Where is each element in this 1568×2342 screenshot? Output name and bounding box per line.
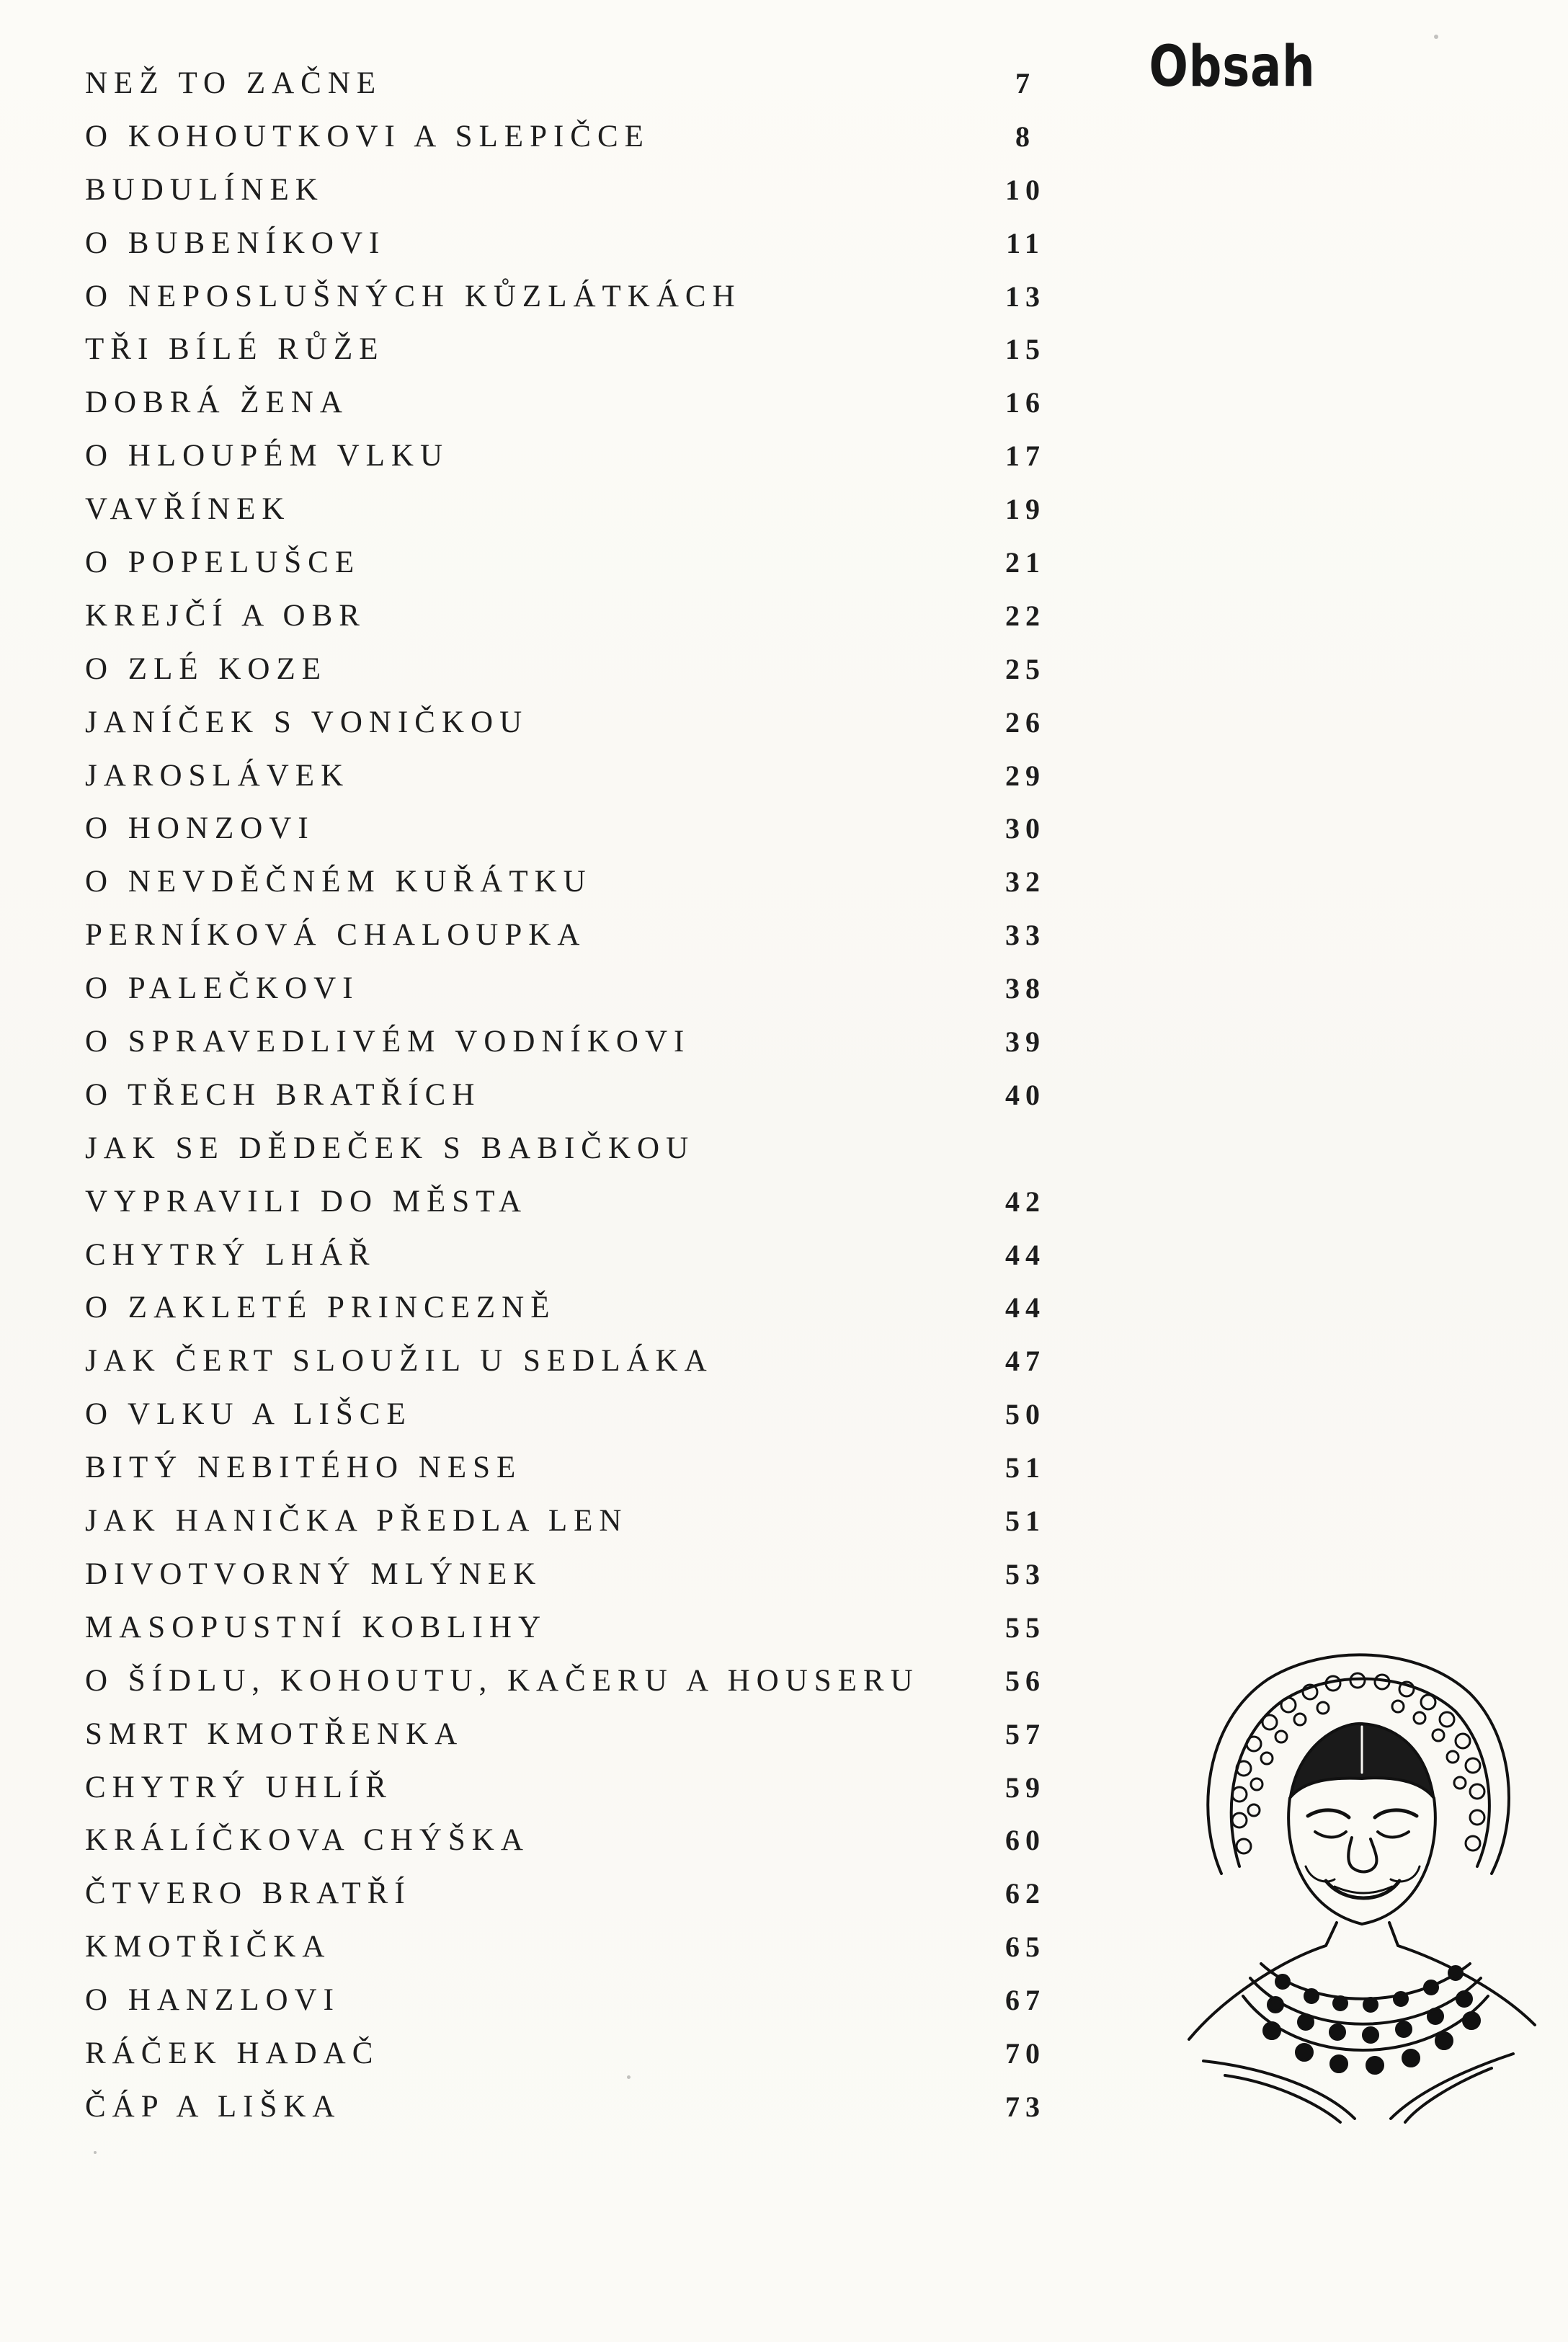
toc-entry-page-number: 50 xyxy=(1005,1398,1046,1431)
toc-entry[interactable] xyxy=(85,698,1046,752)
toc-entry[interactable] xyxy=(85,1071,1046,1124)
toc-entry[interactable] xyxy=(85,1603,1046,1657)
toc-entry-page-number: 53 xyxy=(1005,1557,1046,1590)
toc-entry-page-number: 19 xyxy=(1005,493,1046,526)
woman-in-bonnet-illustration xyxy=(1182,1636,1542,2126)
toc-entry-title: O NEPOSLUŠNÝCH KŮZLÁTKÁCH xyxy=(85,279,741,313)
toc-entry-title: ČÁP A LIŠKA xyxy=(85,2089,342,2124)
toc-entry[interactable] xyxy=(85,1283,1046,1337)
toc-entry[interactable] xyxy=(85,1976,1046,2029)
toc-entry-page-number: 62 xyxy=(1005,1877,1046,1910)
toc-entry[interactable] xyxy=(85,964,1046,1018)
toc-entry[interactable] xyxy=(85,1550,1046,1603)
toc-entry-page-number: 44 xyxy=(1005,1238,1046,1271)
toc-entry-title: O KOHOUTKOVI A SLEPIČCE xyxy=(85,119,650,153)
table-of-contents xyxy=(85,59,1046,2136)
toc-entry[interactable] xyxy=(85,1923,1046,1976)
toc-entry-page-number: 39 xyxy=(1005,1025,1046,1059)
toc-entry-title: DOBRÁ ŽENA xyxy=(85,386,349,420)
toc-entry[interactable] xyxy=(85,325,1046,378)
toc-entry-title: TŘI BÍLÉ RŮŽE xyxy=(85,332,385,367)
toc-entry-title: JAK HANIČKA PŘEDLA LEN xyxy=(85,1504,628,1539)
toc-entry[interactable] xyxy=(85,219,1045,272)
toc-entry-title: CHYTRÝ UHLÍŘ xyxy=(85,1770,393,1804)
toc-entry-page-number: 57 xyxy=(1005,1717,1046,1750)
toc-entry-title: MASOPUSTNÍ KOBLIHY xyxy=(85,1610,548,1644)
toc-entry-title: O HLOUPÉM VLKU xyxy=(85,439,450,473)
toc-entry-title: O PALEČKOVI xyxy=(85,971,360,1006)
toc-entry-title: DIVOTVORNÝ MLÝNEK xyxy=(85,1557,543,1591)
toc-entry-page-number: 55 xyxy=(1005,1611,1046,1644)
toc-entry[interactable] xyxy=(85,1869,1046,1923)
toc-entry-title: O HANZLOVI xyxy=(85,1983,340,2018)
toc-entry-page-number: 44 xyxy=(1005,1291,1046,1324)
bead-necklaces xyxy=(1243,1964,1488,2073)
toc-entry-page-number: 26 xyxy=(1005,705,1046,739)
toc-entry-page-number: 7 xyxy=(1015,67,1035,99)
toc-entry[interactable] xyxy=(85,911,1046,964)
toc-entry[interactable] xyxy=(85,538,1046,592)
toc-entry-page-number: 73 xyxy=(1005,2090,1046,2123)
toc-entry-page-number: 67 xyxy=(1005,1984,1046,2017)
scan-speck xyxy=(94,2151,97,2154)
toc-entry[interactable] xyxy=(85,1177,1046,1231)
toc-entry[interactable] xyxy=(85,2029,1046,2083)
toc-entry-page-number: 51 xyxy=(1005,1451,1046,1484)
shoulders xyxy=(1189,1923,1337,2039)
toc-entry-title: BUDULÍNEK xyxy=(85,172,324,207)
toc-entry[interactable] xyxy=(85,59,1035,112)
toc-entry-page-number: 32 xyxy=(1005,865,1046,899)
toc-entry-page-number: 21 xyxy=(1005,546,1046,579)
toc-entry[interactable] xyxy=(85,1124,1022,1177)
toc-entry-page-number: 51 xyxy=(1005,1505,1046,1538)
toc-entry[interactable] xyxy=(85,378,1046,432)
toc-entry-page-number: 56 xyxy=(1005,1664,1046,1697)
toc-entry[interactable] xyxy=(85,1337,1046,1390)
toc-entry[interactable] xyxy=(85,1816,1046,1869)
toc-entry-title: O TŘECH BRATŘÍCH xyxy=(85,1077,481,1112)
toc-entry-page-number: 13 xyxy=(1005,280,1046,313)
toc-entry-page-number: 65 xyxy=(1005,1931,1046,1964)
toc-entry-title: O ZAKLETÉ PRINCEZNĚ xyxy=(85,1291,556,1325)
toc-entry-title: VAVŘÍNEK xyxy=(85,492,291,527)
toc-entry[interactable] xyxy=(85,858,1046,911)
toc-entry[interactable] xyxy=(85,804,1046,858)
toc-entry-page-number: 33 xyxy=(1005,919,1046,952)
toc-entry-title: CHYTRÝ LHÁŘ xyxy=(85,1237,376,1272)
toc-entry-title: VYPRAVILI DO MĚSTA xyxy=(85,1184,528,1219)
toc-entry-title: RÁČEK HADAČ xyxy=(85,2036,380,2070)
toc-entry-page-number: 59 xyxy=(1005,1771,1046,1804)
toc-entry-title: JAROSLÁVEK xyxy=(85,758,350,793)
toc-entry[interactable] xyxy=(85,592,1046,645)
toc-entry-title: O HONZOVI xyxy=(85,811,315,846)
toc-entry-title: PERNÍKOVÁ CHALOUPKA xyxy=(85,918,587,953)
toc-entry[interactable] xyxy=(85,432,1046,485)
toc-entry-title: NEŽ TO ZAČNE xyxy=(85,66,383,100)
toc-entry[interactable] xyxy=(85,1657,1046,1710)
toc-entry-page-number: 47 xyxy=(1005,1345,1046,1378)
toc-entry[interactable] xyxy=(85,1763,1046,1817)
toc-entry-title: SMRT KMOTŘENKA xyxy=(85,1717,464,1751)
toc-entry[interactable] xyxy=(85,485,1046,538)
toc-entry[interactable] xyxy=(85,112,1035,166)
toc-entry[interactable] xyxy=(85,645,1046,698)
toc-entry-page-number: 22 xyxy=(1005,599,1046,632)
toc-entry-title: O NEVDĚČNÉM KUŘÁTKU xyxy=(85,865,592,899)
toc-entry-page-number: 10 xyxy=(1005,173,1046,206)
toc-entry-title: KMOTŘIČKA xyxy=(85,1930,331,1964)
toc-entry[interactable] xyxy=(85,1390,1046,1443)
page-heading: Obsah xyxy=(1149,35,1316,99)
toc-entry-page-number: 15 xyxy=(1005,333,1046,366)
toc-entry-title: JAK ČERT SLOUŽIL U SEDLÁKA xyxy=(85,1344,713,1379)
toc-entry[interactable] xyxy=(85,1443,1046,1497)
toc-entry-title: ČTVERO BRATŘÍ xyxy=(85,1876,411,1911)
scan-speck xyxy=(1434,35,1438,39)
toc-entry-title: O VLKU A LIŠCE xyxy=(85,1397,412,1432)
toc-entry-page-number: 38 xyxy=(1005,972,1046,1005)
toc-entry-page-number: 60 xyxy=(1005,1824,1046,1857)
toc-entry-title: O ŠÍDLU, KOHOUTU, KAČERU A HOUSERU xyxy=(85,1663,919,1698)
face xyxy=(1288,1778,1435,1924)
toc-entry-page-number: 70 xyxy=(1005,2036,1046,2070)
toc-entry[interactable] xyxy=(85,272,1046,326)
toc-entry-title: O ZLÉ KOZE xyxy=(85,651,327,686)
toc-entry-page-number: 42 xyxy=(1005,1185,1046,1218)
toc-entry-page-number: 16 xyxy=(1005,386,1046,419)
toc-entry-page-number: 17 xyxy=(1005,440,1046,473)
toc-entry-title: BITÝ NEBITÉHO NESE xyxy=(85,1451,522,1485)
toc-entry[interactable] xyxy=(85,166,1046,219)
scan-speck xyxy=(627,2075,631,2079)
toc-entry-title: KREJČÍ A OBR xyxy=(85,598,366,633)
toc-entry-title: JAK SE DĚDEČEK S BABIČKOU xyxy=(85,1131,695,1165)
toc-entry-title: O SPRAVEDLIVÉM VODNÍKOVI xyxy=(85,1025,691,1059)
toc-entry-title: JANÍČEK S VONIČKOU xyxy=(85,705,529,739)
toc-entry[interactable] xyxy=(85,752,1046,805)
toc-entry-page-number: 40 xyxy=(1005,1078,1046,1111)
toc-entry-page-number: 8 xyxy=(1015,120,1035,153)
toc-entry-page-number: 30 xyxy=(1005,812,1046,845)
toc-entry[interactable] xyxy=(85,1710,1046,1763)
toc-entry-title: KRÁLÍČKOVA CHÝŠKA xyxy=(85,1823,530,1858)
toc-entry-page-number: 29 xyxy=(1005,759,1046,792)
toc-entry-title: O BUBENÍKOVI xyxy=(85,226,386,260)
toc-entry[interactable] xyxy=(85,2083,1046,2136)
toc-entry[interactable] xyxy=(85,1231,1046,1284)
toc-entry[interactable] xyxy=(85,1018,1046,1071)
toc-entry-page-number: 11 xyxy=(1006,226,1045,259)
toc-entry-title: O POPELUŠCE xyxy=(85,546,361,580)
toc-entry-page-number: 25 xyxy=(1005,652,1046,685)
toc-entry[interactable] xyxy=(85,1497,1046,1550)
